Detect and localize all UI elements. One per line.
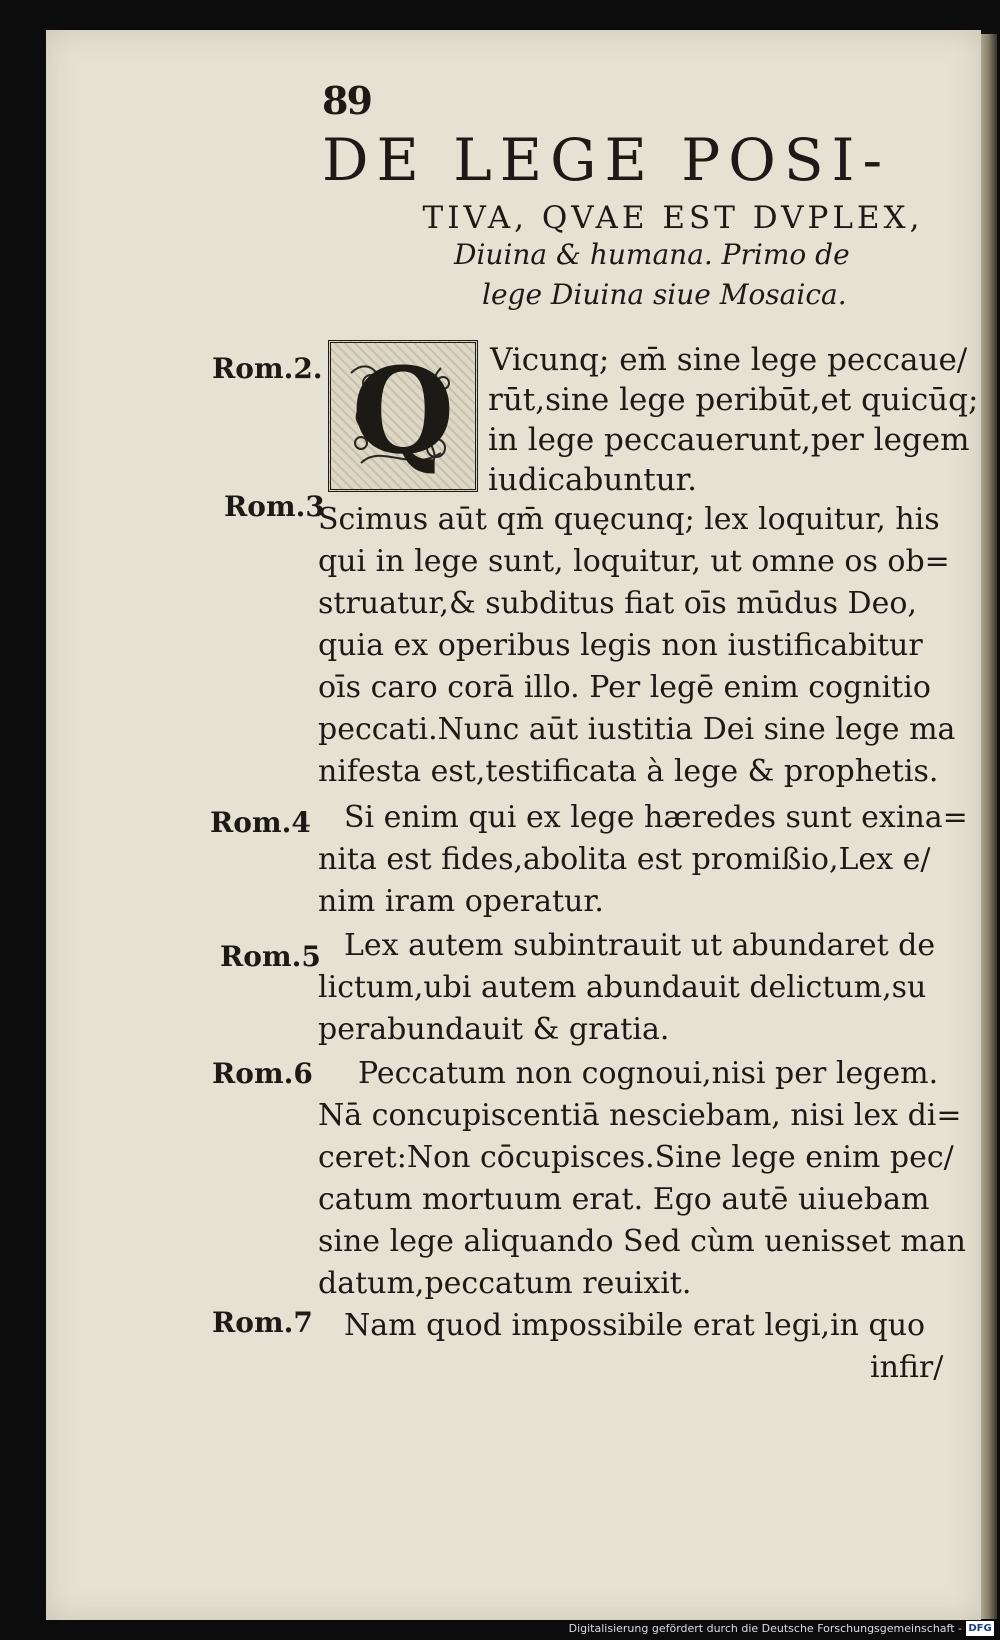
text-line: datum,peccatum reuixit. [318, 1266, 692, 1301]
text-line: catum mortuum erat. Ego autē uiuebam [318, 1182, 930, 1217]
text-line: oīs caro corā illo. Per legē enim cognitio [318, 670, 931, 705]
text-line: nita est fides,abolita est promißio,Lex e/ [318, 842, 931, 877]
margin-reference: Rom.3 [224, 490, 325, 523]
margin-reference: Rom.4 [210, 806, 311, 839]
subheading-line-1: Diuina & humana. Primo de [454, 238, 850, 271]
initial-letter: Q [351, 341, 455, 480]
heading-line-1: DE LEGE POSI- [322, 126, 891, 194]
margin-reference: Rom.5 [220, 940, 321, 973]
subheading-line-2: lege Diuina siue Mosaica. [482, 278, 847, 311]
text-line: nim iram operatur. [318, 884, 604, 919]
text-line: Nā concupiscentiā nesciebam, nisi lex di= [318, 1098, 962, 1133]
text-line: Scimus aūt qm̄ quęcunq; lex loquitur, his [318, 502, 940, 537]
margin-reference: Rom.7 [212, 1306, 313, 1339]
catchword: infir/ [870, 1350, 944, 1385]
dfg-logo: DFG [966, 1621, 994, 1636]
text-line: peccati.Nunc aūt iustitia Dei sine lege ma [318, 712, 956, 747]
funding-notice: Digitalisierung gefördert durch die Deutsche Forschungsgemeinschaft - [568, 1622, 962, 1635]
text-line: Lex autem subintrauit ut abundaret de [344, 928, 936, 963]
margin-reference: Rom.6 [212, 1057, 313, 1090]
text-line: Si enim qui ex lege hæredes sunt exina= [344, 800, 968, 835]
text-line: Nam quod impossibile erat legi,in quo [344, 1308, 926, 1343]
text-line: quia ex operibus legis non iustificabitur [318, 628, 923, 663]
text-line: Peccatum non cognoui,nisi per legem. [358, 1056, 939, 1091]
text-line: struatur,& subditus fiat oīs mūdus Deo, [318, 586, 917, 621]
text-line: lictum,ubi autem abundauit delictum,su [318, 970, 927, 1005]
text-line: rūt,sine lege peribūt,et quicūq; [488, 382, 979, 418]
decorated-initial [328, 340, 478, 492]
text-line: iudicabuntur. [488, 462, 697, 498]
heading-line-2: TIVA, QVAE EST DVPLEX, [422, 200, 924, 236]
margin-reference: Rom.2. [212, 352, 323, 385]
text-line: ceret:Non cōcupisces.Sine lege enim pec/ [318, 1140, 954, 1175]
page-number: 89 [322, 78, 371, 123]
text-line: nifesta est,testificata à lege & prophetis. [318, 754, 939, 789]
text-line: in lege peccauerunt,per legem [488, 422, 970, 458]
text-line: perabundauit & gratia. [318, 1012, 670, 1047]
text-line: sine lege aliquando Sed cùm uenisset man [318, 1224, 966, 1259]
text-line: Vicunq; em̄ sine lege peccaue/ [490, 342, 968, 378]
text-line: qui in lege sunt, loquitur, ut omne os ob= [318, 544, 950, 579]
